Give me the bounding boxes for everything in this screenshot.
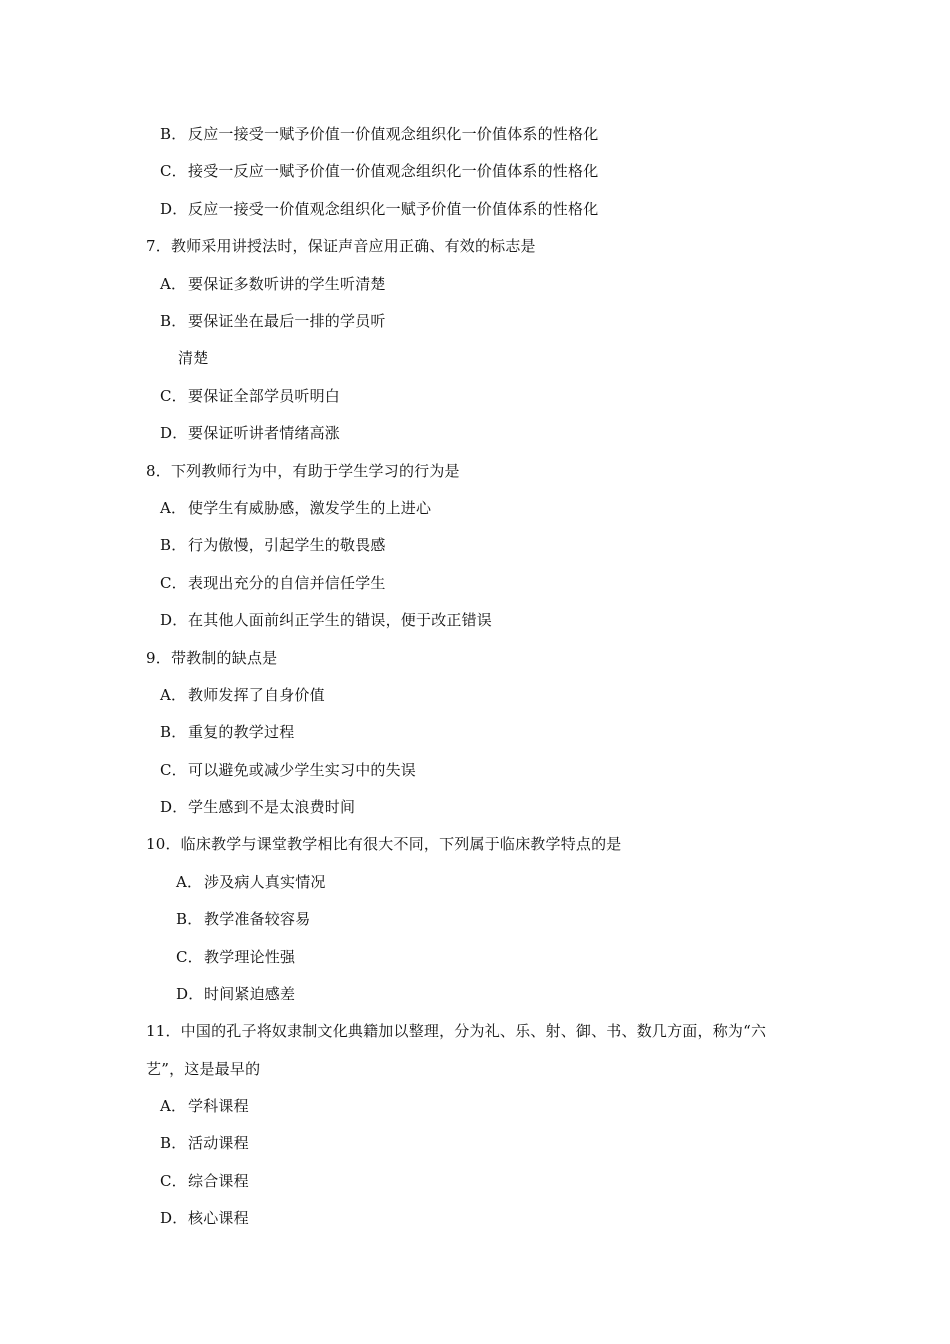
q7-stem: 7．教师采用讲授法时，保证声音应用正确、有效的标志是 [146, 237, 536, 255]
q8-option-c: C．表现出充分的自信并信任学生 [160, 574, 386, 592]
q11-option-b: B． 活动课程 [160, 1134, 249, 1152]
q6-option-b: B． 反应一接受一赋予价值一价值观念组织化一价值体系的性格化 [160, 125, 599, 143]
q7-option-c: C．要保证全部学员听明白 [160, 387, 341, 405]
q11-option-a: A． 学科课程 [160, 1097, 249, 1115]
q8-option-a: A． 使学生有威胁感，激发学生的上进心 [160, 499, 432, 517]
q9-option-b: B． 重复的教学过程 [160, 723, 295, 741]
q6-option-d: D．反应一接受一价值观念组织化一赋予价值一价值体系的性格化 [160, 200, 599, 218]
q7-option-d: D．要保证听讲者情绪高涨 [160, 424, 341, 442]
q10-stem: 10．临床教学与课堂教学相比有很大不同，下列属于临床教学特点的是 [146, 835, 622, 853]
q8-option-b: B． 行为傲慢，引起学生的敬畏感 [160, 536, 386, 554]
q9-option-a: A． 教师发挥了自身价值 [160, 686, 325, 704]
q7-option-a: A． 要保证多数听讲的学生听清楚 [160, 275, 386, 293]
q8-option-d: D．在其他人面前纠正学生的错误，便于改正错误 [160, 611, 493, 629]
q7-option-b-continuation: 清楚 [178, 349, 209, 367]
q9-option-c: C．可以避免或减少学生实习中的失误 [160, 761, 417, 779]
q6-option-c: C．接受一反应一赋予价值一价值观念组织化一价值体系的性格化 [160, 162, 599, 180]
q10-option-d: D．时间紧迫感差 [176, 985, 296, 1003]
q8-stem: 8．下列教师行为中，有助于学生学习的行为是 [146, 462, 460, 480]
q11-option-d: D．核心课程 [160, 1209, 249, 1227]
q9-stem: 9．带教制的缺点是 [146, 649, 278, 667]
q9-option-d: D．学生感到不是太浪费时间 [160, 798, 356, 816]
q11-option-c: C．综合课程 [160, 1172, 249, 1190]
q11-stem-line2: 艺”，这是最早的 [146, 1060, 261, 1078]
q7-option-b: B． 要保证坐在最后一排的学员听 [160, 312, 386, 330]
q10-option-b: B． 教学准备较容易 [176, 910, 311, 928]
q10-option-a: A． 涉及病人真实情况 [176, 873, 326, 891]
q11-stem-line1: 11．中国的孔子将奴隶制文化典籍加以整理，分为礼、乐、射、御、书、数几方面，称为“六 [146, 1022, 767, 1040]
q10-option-c: C．教学理论性强 [176, 948, 296, 966]
